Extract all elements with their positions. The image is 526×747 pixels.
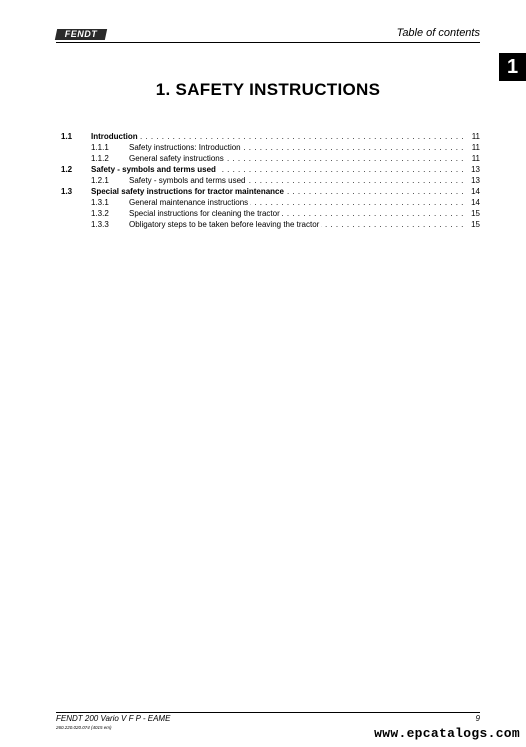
toc-entry-page: 13	[471, 176, 480, 185]
table-of-contents	[61, 131, 480, 230]
toc-entry-number: 1.3.2	[91, 209, 109, 218]
header-divider	[56, 42, 480, 43]
toc-entry-title: Safety - symbols and terms used	[91, 165, 216, 174]
page-number: 9	[475, 714, 480, 723]
toc-entry[interactable]	[61, 197, 480, 208]
toc-entry-title: Safety - symbols and terms used	[129, 176, 246, 185]
toc-entry[interactable]	[61, 208, 480, 219]
toc-entry-number: 1.3	[61, 187, 73, 196]
toc-entry-title: General maintenance instructions	[129, 198, 249, 207]
footer-divider	[56, 712, 480, 713]
header-title: Table of contents	[396, 27, 480, 39]
toc-entry-number: 1.1.2	[91, 154, 109, 163]
footer-title: FENDT 200 Vario V F P - EAME	[56, 714, 171, 723]
fendt-logo: FENDT	[55, 29, 107, 40]
toc-entry-page: 11	[471, 154, 480, 163]
watermark: www.epcatalogs.com	[374, 726, 520, 741]
toc-entry[interactable]	[61, 219, 480, 230]
toc-entry-page: 11	[471, 143, 480, 152]
toc-entry[interactable]	[61, 186, 480, 197]
toc-entry-number: 1.2.1	[91, 176, 109, 185]
toc-entry-number: 1.3.3	[91, 220, 109, 229]
toc-entry-title: Special safety instructions for tractor maintenance	[91, 187, 284, 196]
chapter-tab: 1	[499, 53, 526, 81]
toc-entry-title: Obligatory steps to be taken before leaving the tractor	[129, 220, 320, 229]
toc-entry-title: Introduction	[91, 132, 138, 141]
toc-entry-page: 14	[471, 187, 480, 196]
toc-entry-page: 14	[471, 198, 480, 207]
toc-entry-number: 1.2	[61, 165, 73, 174]
toc-entry[interactable]	[61, 131, 480, 142]
footer-document-code: 260.220.020.074 (4015 em)	[56, 725, 112, 730]
toc-entry-number: 1.1	[61, 132, 73, 141]
toc-entry[interactable]	[61, 142, 480, 153]
toc-entry-page: 15	[471, 220, 480, 229]
toc-entry[interactable]	[61, 153, 480, 164]
toc-entry-number: 1.3.1	[91, 198, 109, 207]
toc-entry[interactable]	[61, 175, 480, 186]
toc-entry-title: Safety instructions: Introduction	[129, 143, 241, 152]
toc-entry-title: General safety instructions	[129, 154, 224, 163]
toc-entry-page: 13	[471, 165, 480, 174]
toc-entry-number: 1.1.1	[91, 143, 109, 152]
chapter-heading: 1. SAFETY INSTRUCTIONS	[155, 80, 381, 99]
toc-entry-page: 11	[471, 132, 480, 141]
toc-entry-title: Special instructions for cleaning the tractor	[129, 209, 280, 218]
toc-entry-page: 15	[471, 209, 480, 218]
toc-entry[interactable]	[61, 164, 480, 175]
